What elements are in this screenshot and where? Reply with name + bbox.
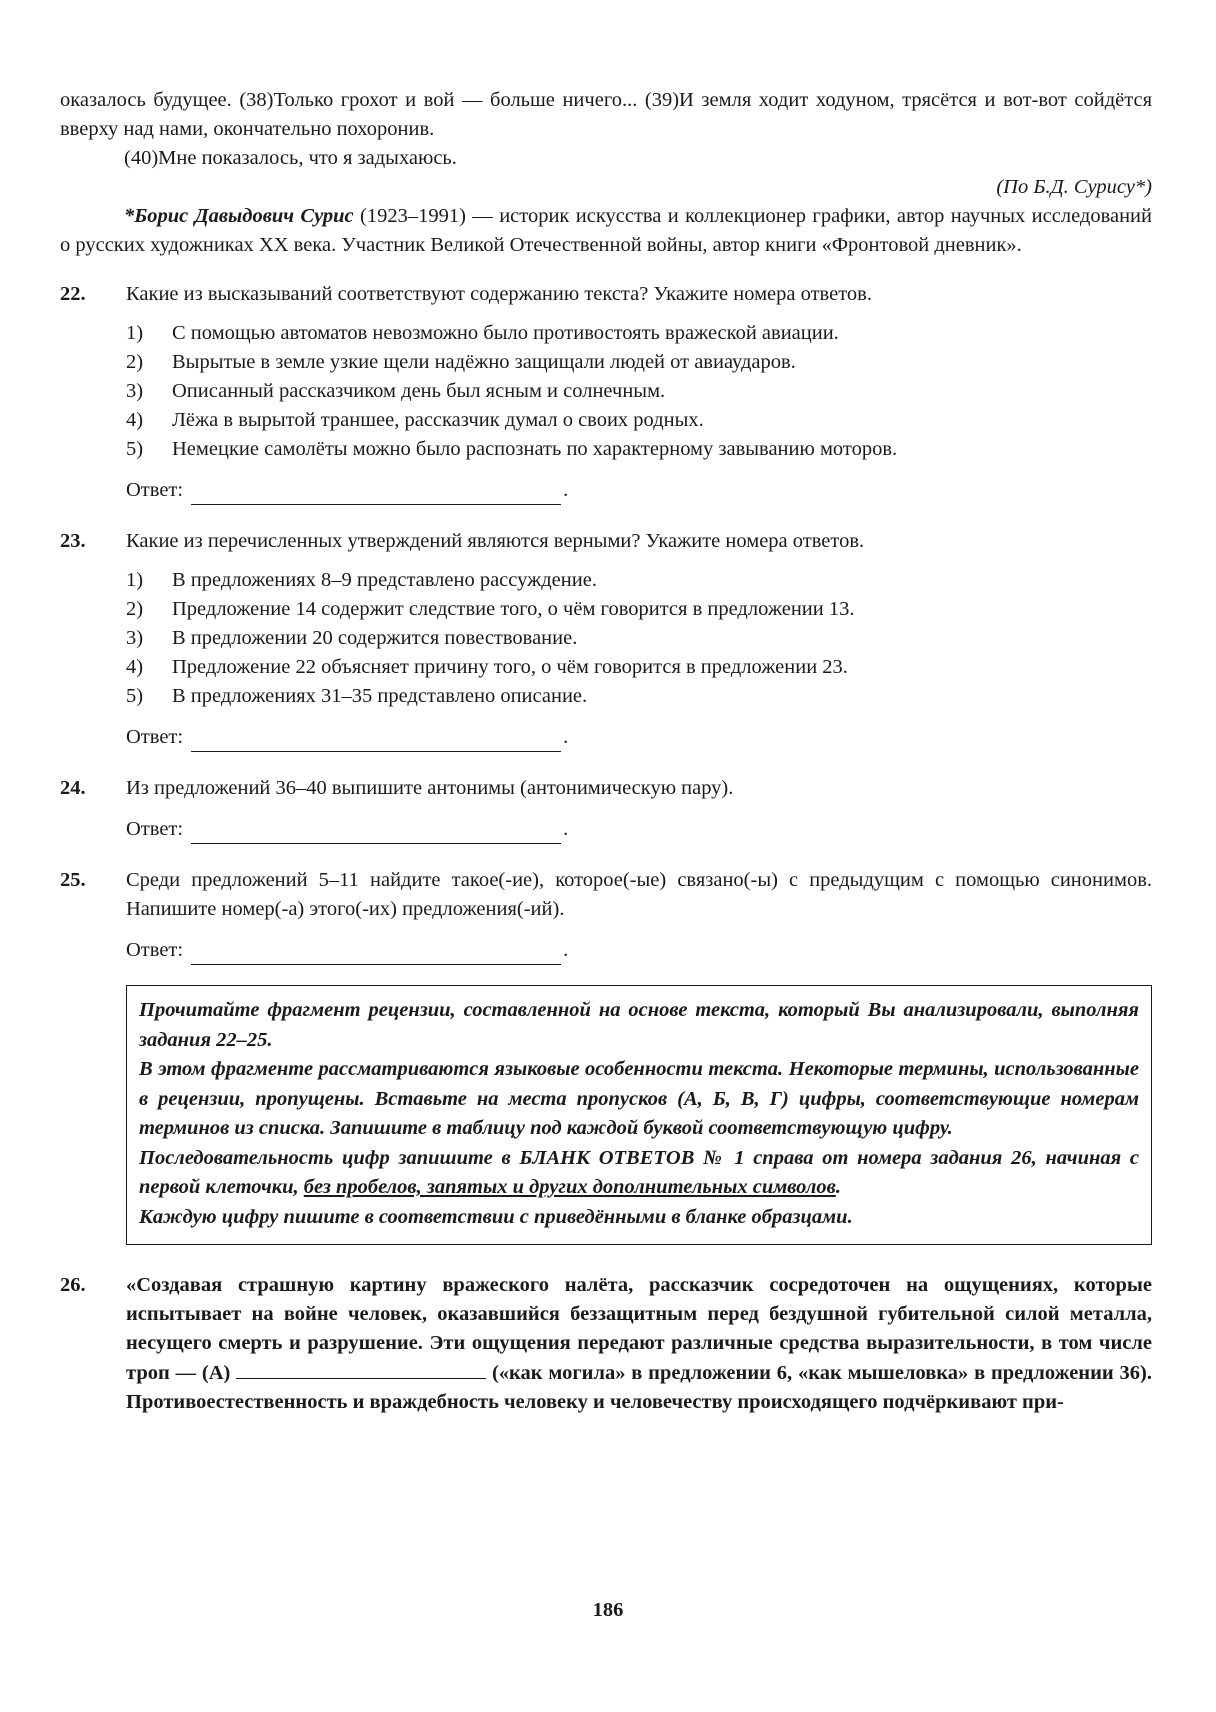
answer-row [126,476,1152,505]
instruction-p3-underlined: без пробелов, запятых и других дополнительных символов [303,1176,836,1198]
options-list [126,566,1152,711]
option-text: Лёжа в вырытой траншее, рассказчик думал о своих родных. [172,409,704,431]
option-item [126,319,1152,348]
answer-label: Ответ: [126,479,184,501]
instruction-p2: В этом фрагменте рассматриваются языковые особенности текста. Некоторые термины, использованные в рецензии, пропущены. Вставьте на места пропусков (А, Б, В, Г) цифры, соответствующие номерам терминов из списка. Запишите в таблицу под каждой буквой соответствующую цифру. [139,1058,1139,1139]
author-note-text: (1923–1991) — историк искусства и коллекционер графики, автор научных исследований о русских художниках XX века. Участник Великой Отечественной войны, автор книги «Фронтовой дневник». [60,205,1152,256]
option-text: В предложении 20 содержится повествование. [172,627,578,649]
option-number: 5) [126,438,144,460]
task-25 [60,866,1152,965]
answer-dot: . [563,726,569,748]
option-item [126,653,1152,682]
task-question: Какие из перечисленных утверждений являются верными? Укажите номера ответов. [126,530,865,552]
option-item [126,348,1152,377]
option-number: 2) [126,351,144,373]
task-question: Среди предложений 5–11 найдите такое(-ие), которое(-ые) связано(-ы) с предыдущим с помощью синонимов. Напишите номер(-а) этого(-их) предложения(-ий). [126,869,1152,920]
task-number: 24. [60,777,86,799]
page-content [60,86,1152,1417]
answer-dot: . [563,939,569,961]
answer-row [126,936,1152,965]
instruction-p1: Прочитайте фрагмент рецензии, составленной на основе текста, который Вы анализировали, выполняя задания 22–25. [139,999,1139,1051]
answer-dot: . [563,479,569,501]
task-number: 25. [60,869,86,891]
instruction-p3 [139,1144,1139,1203]
instruction-p4: Каждую цифру пишите в соответствии с приведёнными в бланке образцами. [139,1205,853,1228]
option-item [126,595,1152,624]
option-number: 3) [126,380,144,402]
options-list [126,319,1152,464]
option-item [126,435,1152,464]
author-note [60,202,1152,260]
blank-a-field[interactable] [236,1358,486,1379]
option-text: Предложение 22 объясняет причину того, о чём говорится в предложении 23. [172,656,848,678]
option-item [126,566,1152,595]
option-text: Немецкие самолёты можно было распознать по характерному завыванию моторов. [172,438,898,460]
option-number: 2) [126,598,144,620]
answer-field[interactable] [191,482,561,505]
task-question: Какие из высказываний соответствуют содержанию текста? Укажите номера ответов. [126,283,872,305]
answer-dot: . [563,818,569,840]
page-number: 186 [592,1599,624,1621]
text-paragraph-38-39: оказалось будущее. (38)Только грохот и вой — больше ничего... (39)И земля ходит ходуном, трясётся и вот-вот сойдётся вверху над нами, окончательно похоронив. [60,89,1152,140]
option-text: Вырытые в земле узкие щели надёжно защищали людей от авиаударов. [172,351,796,373]
option-text: Описанный рассказчиком день был ясным и солнечным. [172,380,666,402]
instruction-p3-text: Последовательность цифр запишите в БЛАНК ОТВЕТОВ № 1 справа от номера задания 26, начиная с первой клеточки, [139,1146,1139,1198]
review-text-start: «Создавая страшную картину вражеского налёта, рассказчик сосредоточен на ощущениях, которые испытывает на войне человек, оказавшийся беззащитным перед бездушной губительной силой металла, несущего смерть и разрушение. Эти ощущения передают различные средства выразительности, в том числе троп — (А) [126,1274,1152,1384]
option-item [126,624,1152,653]
option-item [126,377,1152,406]
review-text-continued: («как могила» в предложении 6, «как мышеловка» в предложении 36). Противоестественность и враждебность человеку и человечеству происходящего подчёркивают при- [126,1362,1152,1413]
author-note-name: *Борис Давыдович Сурис [124,205,354,227]
task-number: 26. [60,1274,86,1296]
option-number: 1) [126,322,144,344]
answer-label: Ответ: [126,726,184,748]
answer-field[interactable] [191,821,561,844]
task-22 [60,280,1152,505]
answer-row [126,815,1152,844]
task-26 [60,1271,1152,1417]
answer-field[interactable] [191,942,561,965]
answer-label: Ответ: [126,818,184,840]
option-text: Предложение 14 содержит следствие того, о чём говорится в предложении 13. [172,598,855,620]
option-text: В предложениях 8–9 представлено рассуждение. [172,569,597,591]
task-23 [60,527,1152,752]
instruction-p3-end: . [835,1176,841,1198]
review-text [126,1271,1152,1417]
option-number: 3) [126,627,144,649]
answer-row [126,723,1152,752]
task-question: Из предложений 36–40 выпишите антонимы (антонимическую пару). [126,777,734,799]
option-number: 4) [126,656,144,678]
task-number: 23. [60,530,86,552]
text-paragraph-40: (40)Мне показалось, что я задыхаюсь. [124,147,457,169]
option-item [126,682,1152,711]
option-item [126,406,1152,435]
text-source: (По Б.Д. Сурису*) [996,176,1152,198]
option-text: В предложениях 31–35 представлено описание. [172,685,588,707]
answer-field[interactable] [191,729,561,752]
option-number: 5) [126,685,144,707]
task-number: 22. [60,283,86,305]
answer-label: Ответ: [126,939,184,961]
option-text: С помощью автоматов невозможно было противостоять вражеской авиации. [172,322,839,344]
task-24 [60,774,1152,844]
option-number: 4) [126,409,144,431]
option-number: 1) [126,569,144,591]
instruction-box [126,985,1152,1245]
